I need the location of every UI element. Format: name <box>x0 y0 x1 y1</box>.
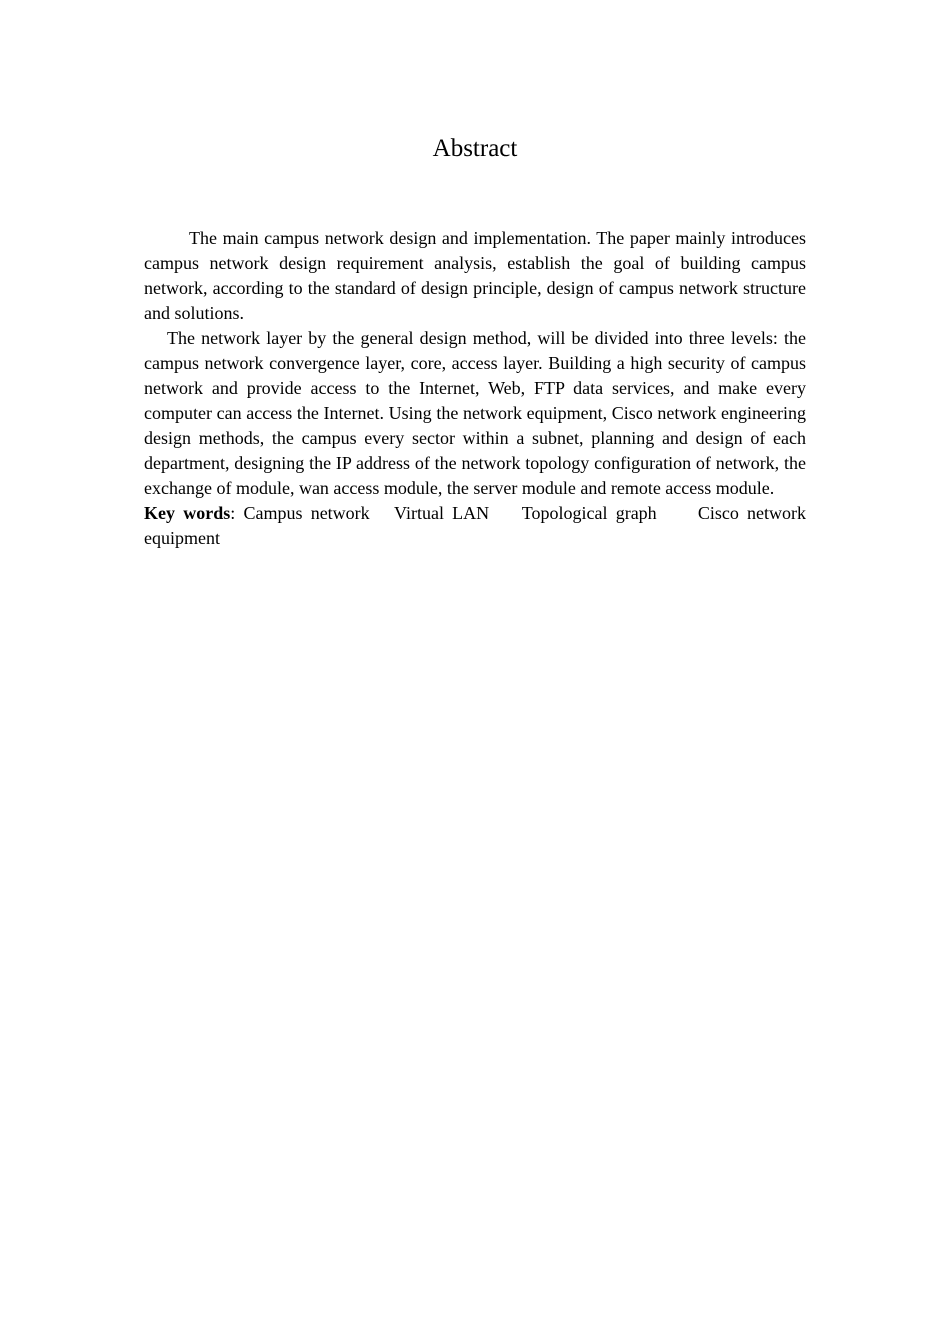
abstract-body <box>144 226 806 551</box>
keyword-item: Topological graph <box>521 503 657 523</box>
keywords-label: Key words <box>144 503 231 523</box>
page-title: Abstract <box>432 135 518 162</box>
abstract-paragraph-2: The network layer by the general design method, will be divided into three levels: the campus network convergence layer, core, access layer. Building a high security of campus network and provide access to the Internet, Web, FTP data services, and make every computer can access the Internet. Using the network equipment, Cisco network engineering design methods, the campus every sector within a subnet, planning and design of each department, designing the IP address of the network topology configuration of network, the exchange of module, wan access module, the server module and remote access module. <box>144 328 806 498</box>
keyword-item: Cisco network equipment <box>144 503 807 548</box>
keywords-line <box>144 501 806 551</box>
keyword-item: Campus network <box>243 503 370 523</box>
keyword-item: Virtual LAN <box>394 503 490 523</box>
keywords-separator: : <box>230 503 236 523</box>
abstract-paragraph-1: The main campus network design and implementation. The paper mainly introduces campus network design requirement analysis, establish the goal of building campus network, according to the standard of design principle, design of campus network structure and solutions. <box>144 228 806 323</box>
